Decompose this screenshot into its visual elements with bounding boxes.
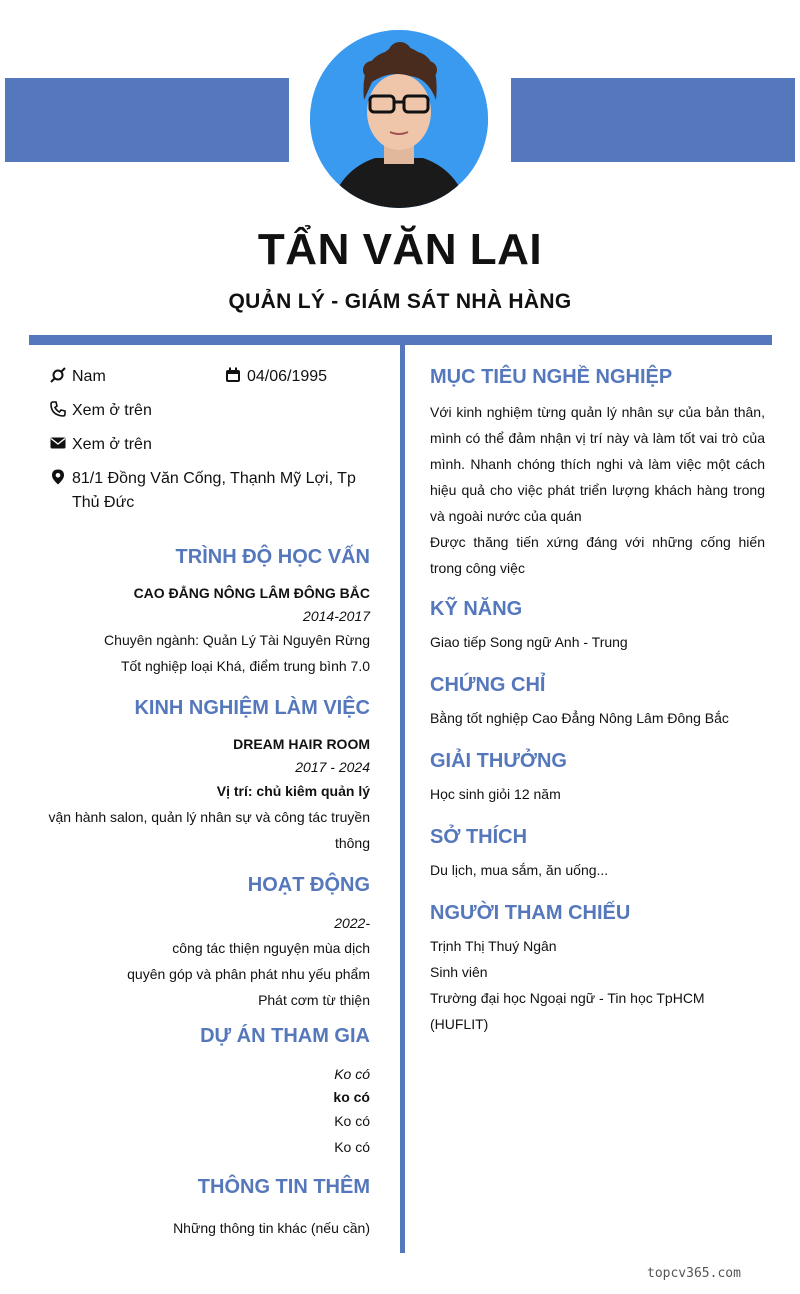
skills-section	[430, 598, 765, 655]
certificates-title: CHỨNG CHỈ	[430, 674, 546, 696]
awards-section	[430, 750, 765, 807]
email-value: Xem ở trên	[72, 436, 152, 453]
references-section	[430, 902, 765, 1037]
certificates-section	[430, 674, 765, 731]
extra-title: THÔNG TIN THÊM	[197, 1176, 370, 1198]
calendar-icon	[225, 367, 241, 383]
projects-line1: Ko có	[334, 1066, 370, 1082]
projects-line4: Ko có	[334, 1139, 370, 1155]
education-title: TRÌNH ĐỘ HỌC VẤN	[175, 546, 370, 568]
address-row	[50, 467, 380, 515]
references-line3: Trường đại học Ngoại ngữ - Tin học TpHCM (HUFLIT)	[430, 990, 705, 1032]
birthday-value: 04/06/1995	[247, 368, 328, 385]
activities-period: 2022-	[334, 915, 370, 931]
experience-company: DREAM HAIR ROOM	[233, 736, 370, 752]
hobbies-section	[430, 826, 765, 883]
projects-section	[40, 1025, 370, 1160]
experience-period: 2017 - 2024	[295, 759, 370, 775]
references-line2: Sinh viên	[430, 964, 488, 980]
phone-icon	[50, 401, 66, 417]
experience-desc-line2: thông	[334, 835, 370, 851]
activities-line2: quyên góp và phân phát nhu yếu phẩm	[127, 966, 370, 982]
birthday-row	[225, 365, 327, 389]
extra-line1: Những thông tin khác (nếu cần)	[173, 1220, 370, 1236]
gender-row	[50, 365, 106, 389]
watermark: topcv365.com	[647, 1266, 741, 1281]
job-title: QUẢN LÝ - GIÁM SÁT NHÀ HÀNG	[228, 290, 572, 313]
experience-desc-line1: vận hành salon, quản lý nhân sự và công tác truyền	[48, 809, 370, 825]
references-line1: Trịnh Thị Thuý Ngân	[430, 938, 557, 954]
certificates-line1: Bằng tốt nghiệp Cao Đẳng Nông Lâm Đông Bắc	[430, 710, 729, 726]
education-section	[40, 546, 370, 679]
education-school: CAO ĐẲNG NÔNG LÂM ĐÔNG BẮC	[133, 585, 370, 601]
email-icon	[50, 435, 66, 451]
hobbies-line1: Du lịch, mua sắm, ăn uống...	[430, 862, 609, 878]
education-grade: Tốt nghiệp loại Khá, điểm trung bình 7.0	[120, 658, 370, 674]
projects-line2: ko có	[333, 1089, 370, 1105]
candidate-name: TẨN VĂN LAI	[257, 225, 543, 274]
header-band-right	[511, 78, 795, 162]
objective-para1: Với kinh nghiệm từng quản lý nhân sự của bản thân, mình có thể đảm nhận vị trí này và làm tốt vai trò của mình. Nhanh chóng thích nghi và làm việc một cách hiệu quả cho việc phát triển lượng khách hàng trong và ngoài nước của quán	[430, 404, 765, 524]
gender-icon	[50, 367, 66, 383]
email-row	[50, 433, 152, 457]
skills-title: KỸ NĂNG	[430, 598, 523, 620]
activities-line1: công tác thiện nguyện mùa dịch	[172, 940, 370, 956]
location-icon	[50, 469, 66, 485]
references-title: NGƯỜI THAM CHIẾU	[430, 902, 631, 924]
phone-row	[50, 399, 152, 423]
experience-section	[40, 697, 370, 856]
projects-title: DỰ ÁN THAM GIA	[200, 1025, 370, 1047]
education-period: 2014-2017	[303, 608, 370, 624]
objective-para2: Được thăng tiến xứng đáng với những cống hiến trong công việc	[430, 534, 765, 576]
extra-section	[40, 1176, 370, 1241]
education-major: Chuyên ngành: Quản Lý Tài Nguyên Rừng	[104, 632, 370, 648]
experience-position: Vị trí: chủ kiêm quản lý	[216, 783, 370, 799]
awards-line1: Học sinh giỏi 12 năm	[430, 786, 561, 802]
gender-value: Nam	[72, 368, 106, 385]
objective-title: MỤC TIÊU NGHỀ NGHIỆP	[430, 366, 673, 388]
skills-line1: Giao tiếp Song ngữ Anh - Trung	[430, 634, 628, 650]
header-band-left	[5, 78, 289, 162]
activities-title: HOẠT ĐỘNG	[247, 874, 370, 896]
projects-line3: Ko có	[334, 1113, 370, 1129]
phone-value: Xem ở trên	[72, 402, 152, 419]
experience-title: KINH NGHIỆM LÀM VIỆC	[134, 697, 370, 719]
activities-line3: Phát cơm từ thiện	[258, 992, 370, 1008]
awards-title: GIẢI THƯỞNG	[430, 750, 567, 772]
header-divider	[29, 335, 772, 345]
avatar	[310, 30, 488, 208]
address-value: 81/1 Đồng Văn Cống, Thạnh Mỹ Lợi, Tp Thủ Đức	[72, 470, 356, 511]
activities-section	[40, 874, 370, 1013]
hobbies-title: SỞ THÍCH	[430, 826, 528, 848]
column-divider	[400, 345, 405, 1253]
objective-section	[430, 366, 765, 581]
